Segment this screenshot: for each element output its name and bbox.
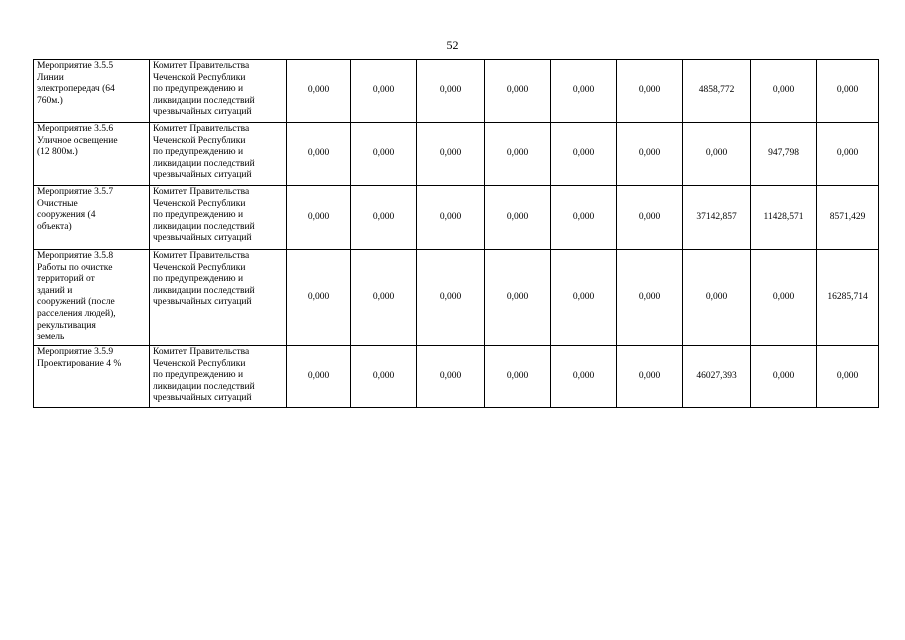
executor-name: Комитет Правительства Чеченской Республики по предупреждению и ликвидации последствий чрезвычайных ситуаций [153, 347, 255, 404]
executor-cell [150, 123, 287, 186]
value-cell: 0,000 [551, 346, 617, 408]
value-cell: 0,000 [617, 186, 683, 250]
value-cell: 8571,429 [817, 186, 879, 250]
value-cell: 0,000 [287, 250, 351, 346]
executor-name: Комитет Правительства Чеченской Республики по предупреждению и ликвидации последствий чрезвычайных ситуаций [153, 187, 255, 244]
value-cell: 0,000 [751, 250, 817, 346]
value-cell: 37142,857 [683, 186, 751, 250]
executor-name: Комитет Правительства Чеченской Республики по предупреждению и ликвидации последствий чрезвычайных ситуаций [153, 251, 255, 308]
table-row [34, 186, 879, 250]
value-cell: 0,000 [751, 60, 817, 123]
value-cell: 0,000 [551, 186, 617, 250]
executor-cell [150, 250, 287, 346]
table-row [34, 123, 879, 186]
value-cell: 4858,772 [683, 60, 751, 123]
value-cell: 0,000 [485, 123, 551, 186]
value-cell: 0,000 [417, 123, 485, 186]
value-cell: 0,000 [417, 60, 485, 123]
value-cell: 0,000 [617, 346, 683, 408]
value-cell: 0,000 [287, 60, 351, 123]
executor-name: Комитет Правительства Чеченской Республики по предупреждению и ликвидации последствий чрезвычайных ситуаций [153, 61, 255, 118]
executor-cell [150, 346, 287, 408]
value-cell: 0,000 [351, 186, 417, 250]
value-cell: 0,000 [287, 346, 351, 408]
value-cell: 0,000 [817, 346, 879, 408]
value-cell: 0,000 [751, 346, 817, 408]
value-cell: 0,000 [551, 60, 617, 123]
value-cell: 0,000 [817, 60, 879, 123]
value-cell: 0,000 [683, 250, 751, 346]
value-cell: 0,000 [417, 250, 485, 346]
value-cell: 11428,571 [751, 186, 817, 250]
value-cell: 0,000 [287, 123, 351, 186]
table-row [34, 346, 879, 408]
activity-name-cell [34, 346, 150, 408]
page-number: 52 [446, 38, 459, 52]
value-cell: 0,000 [351, 123, 417, 186]
value-cell: 0,000 [417, 186, 485, 250]
activity-name: Мероприятие 3.5.8 Работы по очистке территорий от зданий и сооружений (после расселения людей), рекультивация земель [37, 251, 116, 343]
value-cell: 0,000 [485, 186, 551, 250]
activity-name: Мероприятие 3.5.7 Очистные сооружения (4 объекта) [37, 187, 114, 232]
executor-cell [150, 186, 287, 250]
table-body [34, 60, 879, 408]
activity-name: Мероприятие 3.5.6 Уличное освещение (12 800м.) [37, 124, 118, 158]
executor-name: Комитет Правительства Чеченской Республики по предупреждению и ликвидации последствий чрезвычайных ситуаций [153, 124, 255, 181]
activity-name: Мероприятие 3.5.9 Проектирование 4 % [37, 347, 122, 369]
program-activities-table [33, 59, 879, 408]
activity-name: Мероприятие 3.5.5 Линии электропередач (64 760м.) [37, 61, 115, 106]
value-cell: 0,000 [485, 60, 551, 123]
value-cell: 0,000 [351, 250, 417, 346]
table-row [34, 250, 879, 346]
value-cell: 0,000 [287, 186, 351, 250]
value-cell: 0,000 [351, 60, 417, 123]
value-cell: 16285,714 [817, 250, 879, 346]
activity-name-cell [34, 186, 150, 250]
executor-cell [150, 60, 287, 123]
value-cell: 0,000 [617, 123, 683, 186]
value-cell: 0,000 [351, 346, 417, 408]
value-cell: 0,000 [817, 123, 879, 186]
value-cell: 0,000 [551, 250, 617, 346]
value-cell: 0,000 [683, 123, 751, 186]
value-cell: 46027,393 [683, 346, 751, 408]
activity-name-cell [34, 60, 150, 123]
activity-name-cell [34, 123, 150, 186]
value-cell: 0,000 [485, 346, 551, 408]
table-row [34, 60, 879, 123]
value-cell: 947,798 [751, 123, 817, 186]
value-cell: 0,000 [617, 250, 683, 346]
activity-name-cell [34, 250, 150, 346]
value-cell: 0,000 [485, 250, 551, 346]
value-cell: 0,000 [417, 346, 485, 408]
value-cell: 0,000 [617, 60, 683, 123]
value-cell: 0,000 [551, 123, 617, 186]
